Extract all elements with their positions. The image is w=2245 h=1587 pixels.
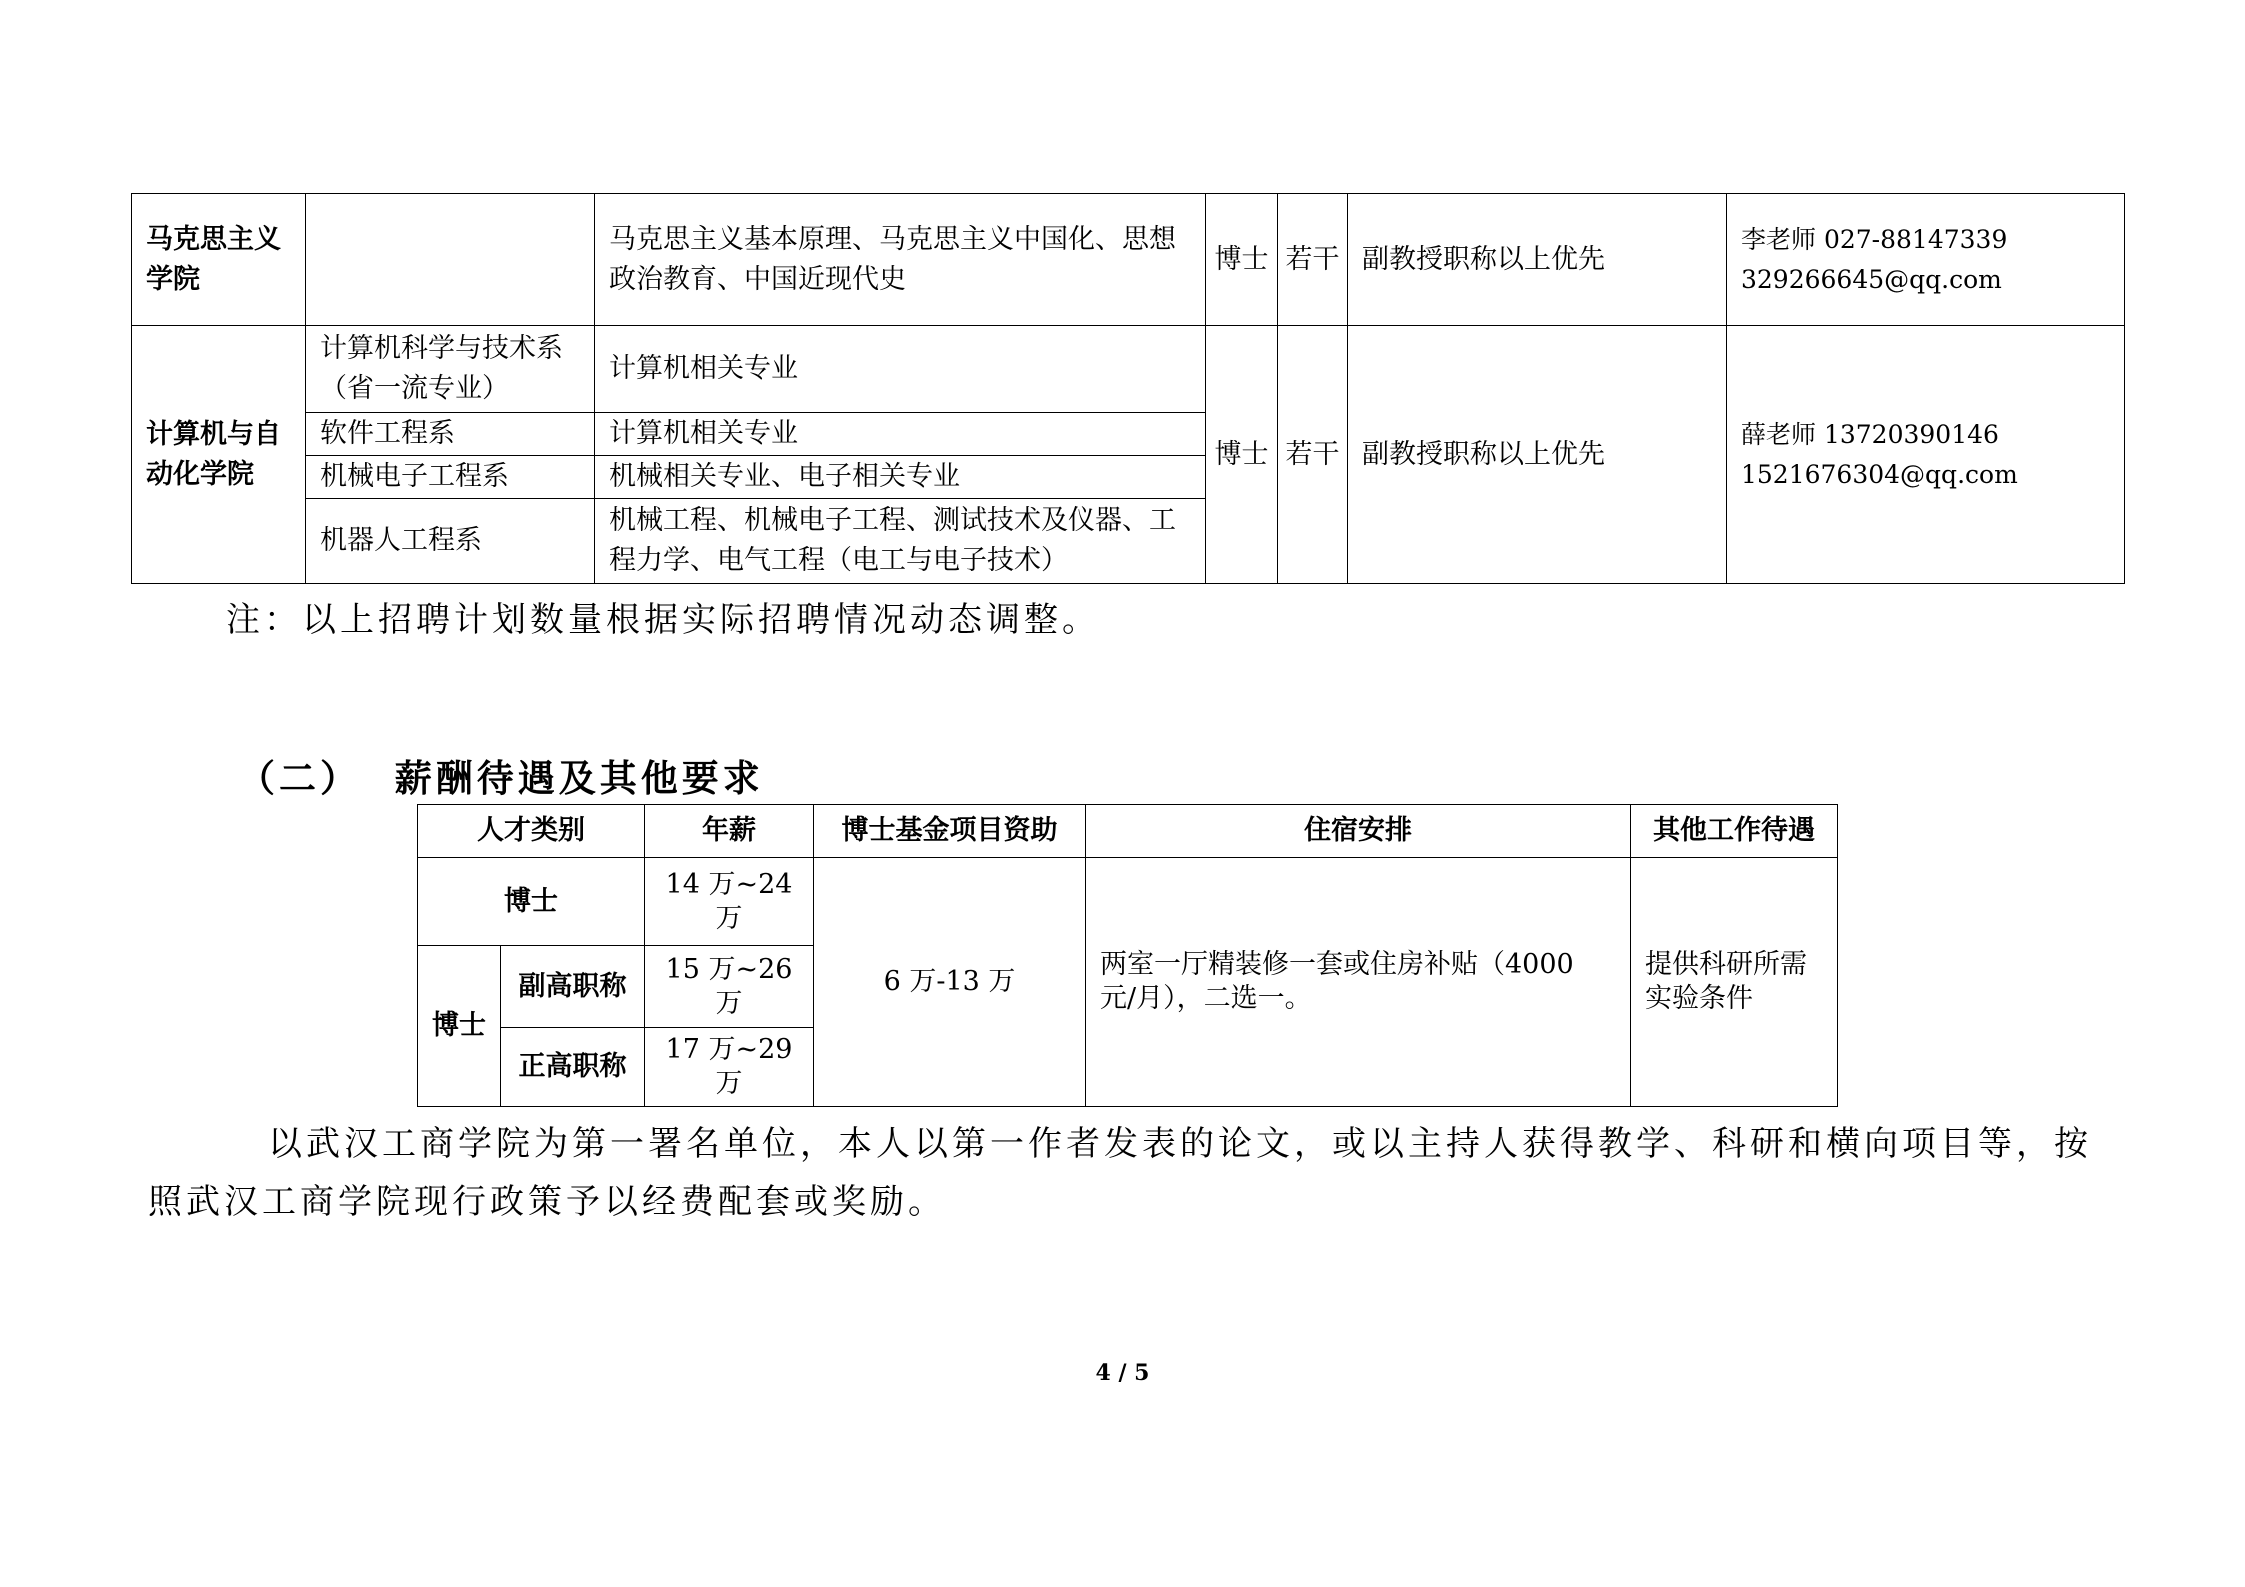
department-cell: 机械电子工程系 bbox=[306, 456, 595, 499]
table-header-row bbox=[418, 805, 1838, 858]
major-cell: 机械相关专业、电子相关专业 bbox=[595, 456, 1206, 499]
paragraph-text: 以武汉工商学院为第一署名单位，本人以第一作者发表的论文，或以主持人获得教学、科研和横向项目等，按照武汉工商学院现行政策予以经费配套或奖励。 bbox=[148, 1124, 2092, 1222]
section-title: （二） 薪酬待遇及其他要求 bbox=[238, 756, 764, 800]
salary-associate: 15 万~26 万 bbox=[645, 946, 814, 1028]
contact-name: 薛老师 13720390146 bbox=[1741, 419, 1999, 449]
requirement-cell: 副教授职称以上优先 bbox=[1348, 326, 1727, 584]
department-cell bbox=[306, 194, 595, 326]
other-cell: 提供科研所需实验条件 bbox=[1631, 858, 1838, 1107]
department-cell: 机器人工程系 bbox=[306, 499, 595, 584]
degree-cell: 博士 bbox=[1206, 326, 1278, 584]
recruitment-table bbox=[131, 193, 2125, 584]
header-category: 人才类别 bbox=[418, 805, 645, 858]
body-paragraph bbox=[148, 1115, 2124, 1231]
category-associate: 副高职称 bbox=[501, 946, 645, 1028]
category-doctor: 博士 bbox=[418, 858, 645, 946]
table-note: 注：以上招聘计划数量根据实际招聘情况动态调整。 bbox=[226, 600, 1100, 640]
page-number: 4 / 5 bbox=[1095, 1360, 1150, 1386]
header-housing: 住宿安排 bbox=[1086, 805, 1631, 858]
requirement-cell: 副教授职称以上优先 bbox=[1348, 194, 1727, 326]
college-cell: 马克思主义学院 bbox=[132, 194, 306, 326]
major-cell: 机械工程、机械电子工程、测试技术及仪器、工程力学、电气工程（电工与电子技术） bbox=[595, 499, 1206, 584]
table-row bbox=[132, 194, 2125, 326]
contact-cell bbox=[1727, 326, 2125, 584]
college-cell: 计算机与自动化学院 bbox=[132, 326, 306, 584]
fund-cell: 6 万-13 万 bbox=[814, 858, 1086, 1107]
count-cell: 若干 bbox=[1278, 194, 1348, 326]
header-salary: 年薪 bbox=[645, 805, 814, 858]
salary-table bbox=[417, 804, 1838, 1107]
salary-doctor: 14 万~24 万 bbox=[645, 858, 814, 946]
header-fund: 博士基金项目资助 bbox=[814, 805, 1086, 858]
count-cell: 若干 bbox=[1278, 326, 1348, 584]
category-full: 正高职称 bbox=[501, 1028, 645, 1107]
major-cell: 计算机相关专业 bbox=[595, 326, 1206, 413]
contact-email[interactable]: 329266645@qq.com bbox=[1741, 264, 2002, 294]
table-row bbox=[418, 858, 1838, 946]
housing-cell: 两室一厅精装修一套或住房补贴（4000 元/月），二选一。 bbox=[1086, 858, 1631, 1107]
contact-name: 李老师 027-88147339 bbox=[1741, 224, 2008, 254]
major-cell: 计算机相关专业 bbox=[595, 413, 1206, 456]
major-cell: 马克思主义基本原理、马克思主义中国化、思想政治教育、中国近现代史 bbox=[595, 194, 1206, 326]
degree-cell: 博士 bbox=[1206, 194, 1278, 326]
department-cell: 软件工程系 bbox=[306, 413, 595, 456]
salary-full: 17 万~29 万 bbox=[645, 1028, 814, 1107]
contact-cell bbox=[1727, 194, 2125, 326]
department-cell: 计算机科学与技术系（省一流专业） bbox=[306, 326, 595, 413]
table-row bbox=[132, 326, 2125, 413]
contact-email[interactable]: 1521676304@qq.com bbox=[1741, 459, 2018, 489]
header-other: 其他工作待遇 bbox=[1631, 805, 1838, 858]
category-group: 博士 bbox=[418, 946, 501, 1107]
